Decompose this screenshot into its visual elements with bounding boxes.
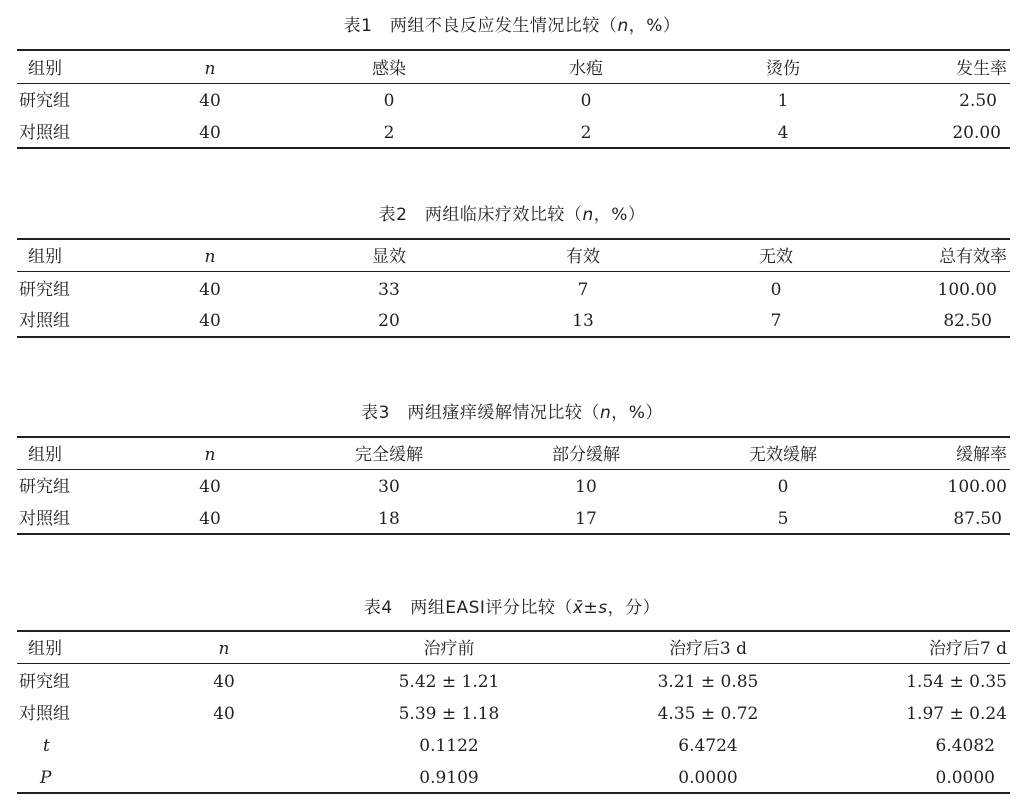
table2-header-group: 组别: [28, 247, 62, 267]
table2-row1-col6: 100.00: [937, 280, 997, 300]
table2-caption-prefix: 表2 两组临床疗效比较（: [378, 205, 583, 225]
table4-header-col5: 治疗后7 d: [928, 639, 1007, 659]
table3-row2-col6: 87.50: [953, 509, 1002, 529]
table1-row1-col3: 0: [383, 91, 395, 111]
table4-row2-group: 对照组: [19, 704, 70, 724]
table4-row1-group: 研究组: [19, 672, 70, 692]
table1-row2-col6: 20.00: [952, 123, 1001, 143]
table3-row2-col5: 5: [777, 509, 789, 529]
table1-caption-suffix: ，%）: [628, 16, 681, 36]
table4-row2-col4: 4.35 ± 0.72: [657, 704, 759, 724]
table2-top-rule: [17, 238, 1010, 240]
table1-row2-n: 40: [199, 123, 221, 143]
table4-row4-col5: 0.0000: [935, 768, 995, 788]
table2-header-col5: 无效: [759, 247, 793, 267]
table4-caption-s: s: [598, 598, 608, 618]
table4-header-group: 组别: [28, 639, 62, 659]
table2-header-col6: 总有效率: [939, 247, 1007, 267]
table4-row1-col5: 1.54 ± 0.35: [906, 672, 1007, 692]
table2-header-col4: 有效: [566, 247, 600, 267]
table2-row1-n: 40: [199, 280, 221, 300]
table3-row1-col6: 100.00: [947, 477, 1007, 497]
table2-caption-n: n: [582, 205, 594, 225]
table2-caption-suffix: ，%）: [593, 205, 646, 225]
table2-row1-col5: 0: [770, 280, 782, 300]
table4-bottom-rule: [17, 792, 1010, 794]
table1-header-n: n: [204, 59, 216, 79]
table1-row1-n: 40: [199, 91, 221, 111]
table2-row2-col4: 13: [572, 311, 594, 331]
table3-header-col3: 完全缓解: [355, 445, 423, 465]
table1-caption-prefix: 表1 两组不良反应发生情况比较（: [343, 16, 618, 36]
table3-caption: [0, 403, 1024, 423]
table4-row4-col4: 0.0000: [678, 768, 738, 788]
table3-row2-n: 40: [199, 509, 221, 529]
table4-row4-col3: 0.9109: [419, 768, 479, 788]
table1-row1-col4: 0: [580, 91, 592, 111]
table2-row1-group: 研究组: [19, 280, 70, 300]
table2-caption: [0, 205, 1024, 225]
table3-top-rule: [17, 436, 1010, 438]
table2-row2-n: 40: [199, 311, 221, 331]
table2-row1-col3: 33: [378, 280, 400, 300]
table1-row2-group: 对照组: [19, 123, 70, 143]
table3-row1-col5: 0: [777, 477, 789, 497]
table1-header-col4: 水疱: [569, 59, 603, 79]
table4-row2-n: 40: [213, 704, 235, 724]
table3-bottom-rule: [17, 533, 1010, 535]
table3-row2-group: 对照组: [19, 509, 70, 529]
table2-header-rule: [17, 271, 1010, 272]
table4-row3-col4: 6.4724: [678, 736, 738, 756]
table4-row2-col3: 5.39 ± 1.18: [398, 704, 500, 724]
table3-header-col4: 部分缓解: [552, 445, 620, 465]
table1-row2-col5: 4: [777, 123, 789, 143]
table1-bottom-rule: [17, 147, 1010, 149]
table4-top-rule: [17, 630, 1010, 632]
table1-header-col5: 烫伤: [766, 59, 800, 79]
table3-header-n: n: [204, 445, 216, 465]
table4-row3-col5: 6.4082: [935, 736, 995, 756]
table1-row1-group: 研究组: [19, 91, 70, 111]
table4-header-n: n: [218, 639, 230, 659]
table2-row2-col5: 7: [770, 311, 782, 331]
table2-row1-col4: 7: [577, 280, 589, 300]
table1-caption-n: n: [617, 16, 629, 36]
table4-row2-col5: 1.97 ± 0.24: [906, 704, 1007, 724]
table4-header-col4: 治疗后3 d: [668, 639, 748, 659]
table1-header-rule: [17, 83, 1010, 84]
table4-caption-prefix: 表4 两组EASI评分比较（: [363, 598, 573, 618]
table4-row4-stat: P: [40, 768, 52, 788]
table3-header-col6: 缓解率: [956, 445, 1007, 465]
table3-header-col5: 无效缓解: [749, 445, 817, 465]
table3-caption-prefix: 表3 两组瘙痒缓解情况比较（: [361, 403, 600, 423]
table1-header-group: 组别: [28, 59, 62, 79]
table2-row2-col3: 20: [378, 311, 400, 331]
table1-top-rule: [17, 49, 1010, 51]
table3-header-rule: [17, 469, 1010, 470]
table4-header-col3: 治疗前: [423, 639, 475, 659]
table3-row1-col4: 10: [575, 477, 597, 497]
table4-row3-stat: t: [43, 736, 50, 756]
table1-row2-col3: 2: [383, 123, 395, 143]
table1-row2-col4: 2: [580, 123, 592, 143]
table2-row2-col6: 82.50: [943, 311, 992, 331]
table3-header-group: 组别: [28, 445, 62, 465]
table2-header-n: n: [204, 247, 216, 267]
table1-row1-col5: 1: [777, 91, 789, 111]
table1-header-col3: 感染: [372, 59, 406, 79]
table4-row1-col4: 3.21 ± 0.85: [657, 672, 759, 692]
table2-row2-group: 对照组: [19, 311, 70, 331]
table3-row1-n: 40: [199, 477, 221, 497]
table3-row1-col3: 30: [378, 477, 400, 497]
table4-header-rule: [17, 663, 1010, 664]
table4-row1-n: 40: [213, 672, 235, 692]
table3-row2-col3: 18: [378, 509, 400, 529]
table2-bottom-rule: [17, 336, 1010, 338]
table1-row1-col6: 2.50: [959, 91, 997, 111]
table3-row1-group: 研究组: [19, 477, 70, 497]
table2-header-col3: 显效: [372, 247, 406, 267]
table1-header-col6: 发生率: [956, 59, 1007, 79]
table4-row3-col3: 0.1122: [419, 736, 479, 756]
table4-caption: [0, 598, 1024, 618]
table3-caption-n: n: [599, 403, 612, 423]
table3-row2-col4: 17: [575, 509, 597, 529]
table1-caption: [0, 16, 1024, 36]
table4-caption-mean: x̄: [572, 598, 584, 618]
table4-row1-col3: 5.42 ± 1.21: [398, 672, 500, 692]
table4-caption-pm: ±: [583, 598, 599, 618]
table3-caption-suffix: ，%）: [611, 403, 663, 423]
table4-caption-suffix: ，分）: [607, 598, 661, 618]
